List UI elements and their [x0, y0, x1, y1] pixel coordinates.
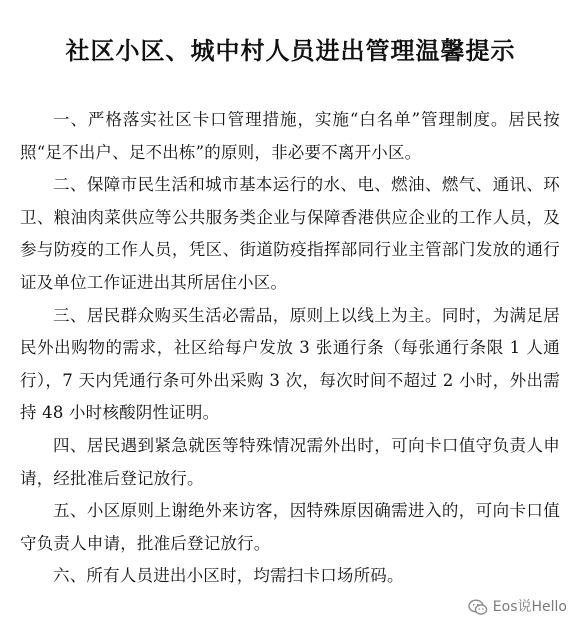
paragraph-2: 二、保障市民生活和城市基本运行的水、电、燃油、燃气、通讯、环卫、粮油肉菜供应等公共服务类企业与保障香港供应企业的工作人员，及参与防疫的工作人员，凭区、街道防疫指挥部同行业主管部门发放的通行证及单位工作证进出其所居住小区。 — [20, 175, 560, 292]
watermark-text: Eos说Hello — [492, 599, 567, 615]
notice-title: 社区小区、城中村人员进出管理温馨提示 — [65, 37, 516, 65]
paragraph-1: 一、严格落实社区卡口管理措施，实施“白名单”管理制度。居民按照“足不出户、足不出栋”的原则，非必要不离开小区。 — [20, 110, 560, 162]
paragraph-6: 六、所有人员进出小区时，均需扫卡口场所码。 — [53, 566, 404, 586]
paragraph-3: 三、居民群众购买生活必需品，原则上以线上为主。同时，为满足居民外出购物的需求，社区给每户发放 3 张通行条（每张通行条限 1 人通行），7 天内凭通行条可外出采购 3 次，每次时间不超过 2 小时，外出需持 48 小时核酸阴性证明。 — [20, 305, 560, 423]
notice-body — [20, 104, 560, 593]
account-watermark — [468, 598, 567, 616]
paragraph-5: 五、小区原则上谢绝外来访客，因特殊原因确需进入的，可向卡口值守负责人申请，批准后登记放行。 — [20, 501, 560, 553]
paragraph-4: 四、居民遇到紧急就医等特殊情况需外出时，可向卡口值守负责人申请，经批准后登记放行。 — [20, 435, 560, 488]
wechat-icon — [468, 599, 488, 616]
